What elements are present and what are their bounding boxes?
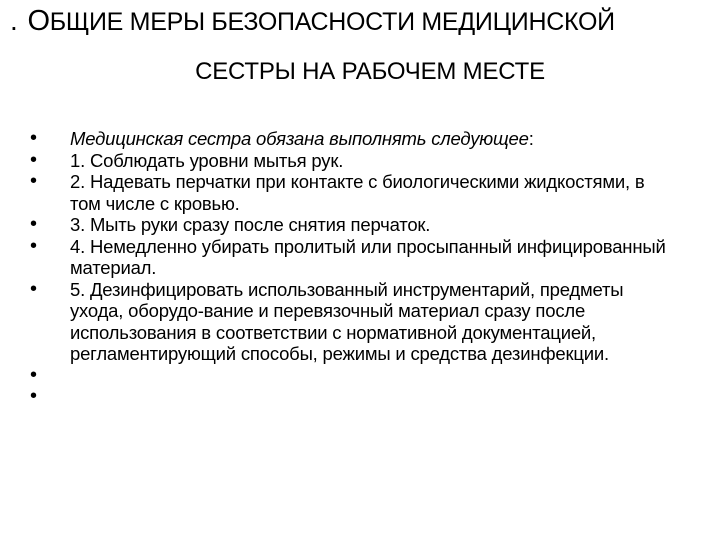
bullet-icon: • [30,234,37,257]
list-item-text: 5. Дезинфицировать использованный инструментарий, предметы ухода, оборудо-вание и перевязочный материал сразу после использования в соответствии с нормативной документацией, регламентирующий способы, режимы и средства дезинфекции. [70,278,624,364]
list-item-text [70,386,75,407]
bullet-icon: • [30,127,37,149]
bullet-list [30,128,670,408]
list-item-text: Медицинская сестра обязана выполнять следующее [70,128,529,149]
list-item-text: 2. Надевать перчатки при контакте с биологическими жидкостями, в том числе с кровью. [70,171,645,214]
list-item [30,279,670,365]
list-item [30,171,670,214]
bullet-icon: • [30,363,37,386]
list-item-suffix: : [528,128,534,149]
list-item-text [70,365,75,386]
list-item-empty [30,365,670,387]
list-item [30,236,670,279]
list-item-text: 1. Соблюдать уровни мытья рук. [70,149,344,171]
slide-title-line-2: СЕСТРЫ НА РАБОЧЕМ МЕСТЕ [195,58,545,85]
bullet-icon: • [30,170,37,192]
bullet-icon: • [30,385,37,407]
list-item-empty [30,386,670,408]
slide-title-line-1 [10,4,710,39]
bullet-icon: • [30,148,37,171]
bullet-icon: • [30,277,37,300]
list-item [30,214,670,236]
list-item-intro [30,128,670,150]
title-line-1-text: БЩИЕ МЕРЫ БЕЗОПАСНОСТИ МЕДИЦИНСКОЙ [49,8,615,36]
bullet-icon: • [30,213,37,235]
title-first-letter: О [27,5,50,37]
list-item-text: 3. Мыть руки сразу после снятия перчаток. [70,214,431,235]
list-item [30,150,670,172]
list-item-text: 4. Немедленно убирать пролитый или просыпанный инфицированный материал. [70,235,666,278]
title-marker: . [10,5,18,36]
